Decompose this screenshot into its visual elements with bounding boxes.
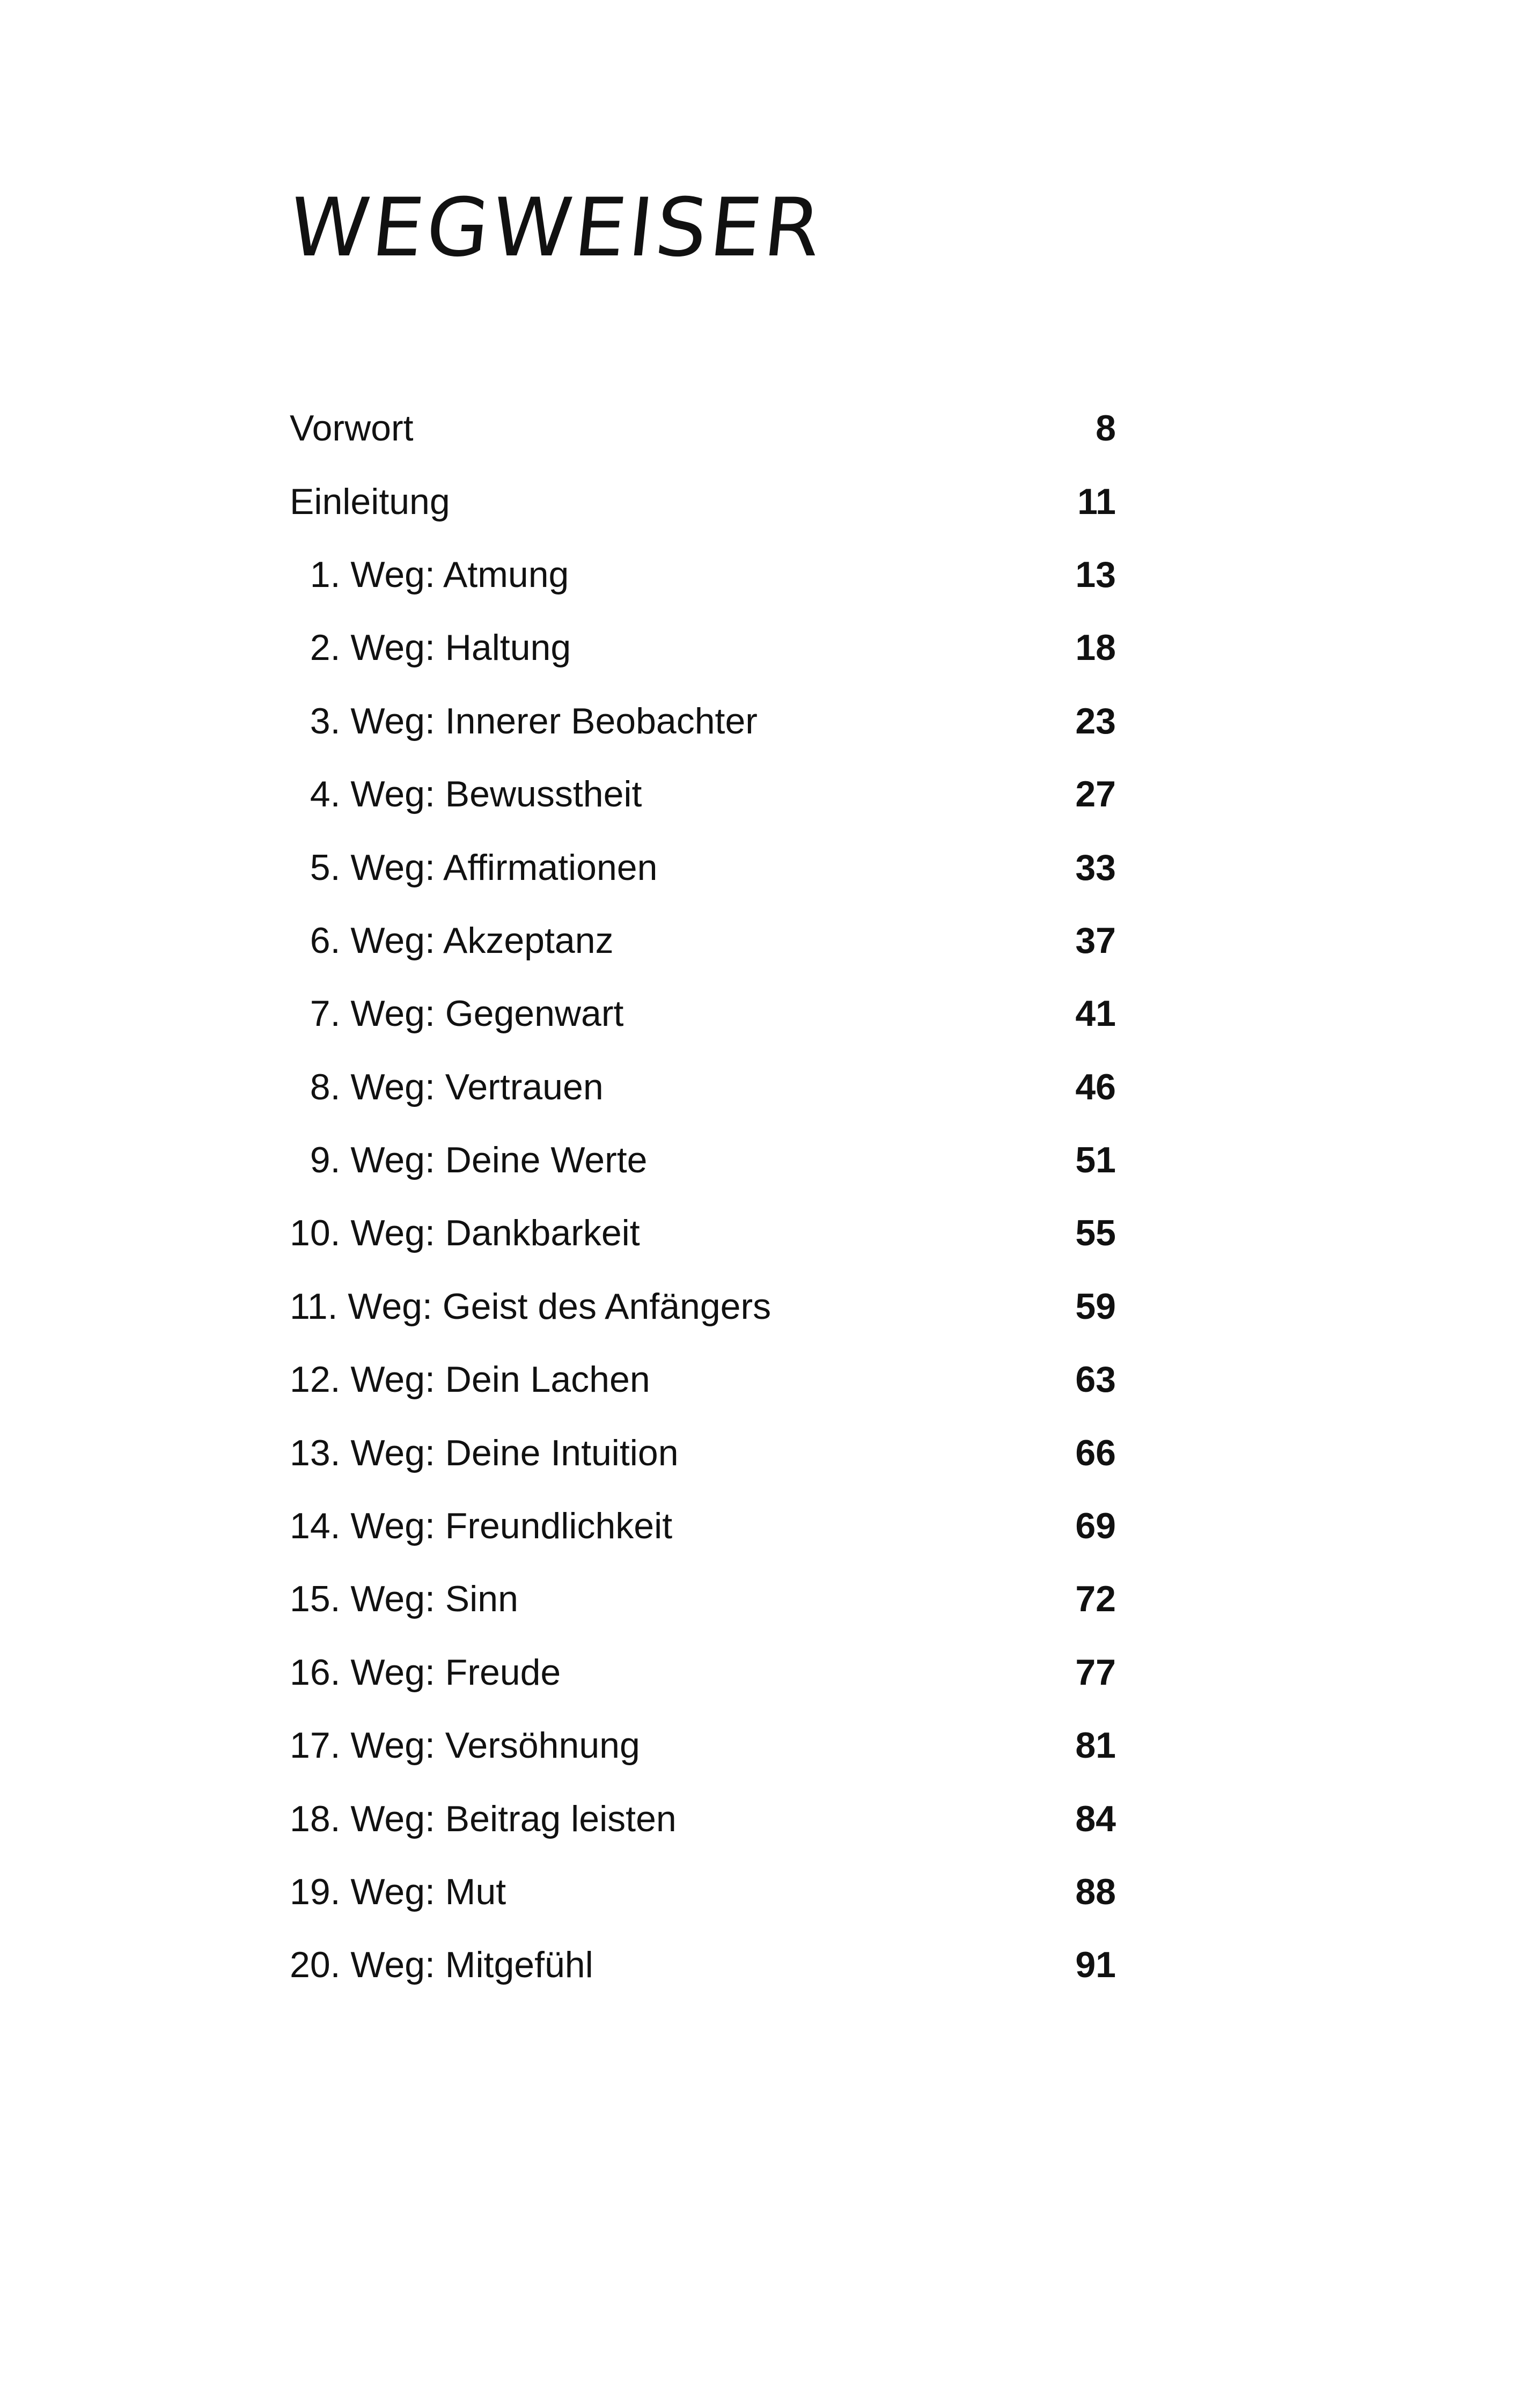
toc-entry-label: 13. Weg: Deine Intuition xyxy=(290,1432,679,1473)
toc-entry-label: 14. Weg: Freundlichkeit xyxy=(290,1506,673,1547)
toc-entry xyxy=(290,831,1116,904)
toc-entry-label: 8. Weg: Vertrauen xyxy=(290,1066,604,1107)
toc-entry-page-number: 8 xyxy=(1096,408,1116,449)
toc-entry xyxy=(290,1855,1116,1928)
toc-entry xyxy=(290,1416,1116,1489)
toc-entry-label: 12. Weg: Dein Lachen xyxy=(290,1359,650,1400)
toc-entry-page-number: 63 xyxy=(1075,1359,1116,1400)
toc-entry xyxy=(290,685,1116,758)
toc-entry xyxy=(290,1270,1116,1343)
toc-entry-page-number: 69 xyxy=(1075,1506,1116,1547)
toc-entry xyxy=(290,1343,1116,1416)
table-of-contents xyxy=(290,392,1116,2002)
toc-entry xyxy=(290,1196,1116,1269)
toc-entry-page-number: 77 xyxy=(1075,1651,1116,1693)
toc-entry xyxy=(290,904,1116,977)
toc-entry-label: 5. Weg: Affirmationen xyxy=(290,847,658,888)
toc-entry-page-number: 51 xyxy=(1075,1140,1116,1181)
toc-entry-page-number: 81 xyxy=(1075,1725,1116,1766)
toc-entry xyxy=(290,1636,1116,1709)
toc-entry-label: Vorwort xyxy=(290,408,414,449)
toc-entry xyxy=(290,1124,1116,1196)
toc-entry-label: 3. Weg: Innerer Beobachter xyxy=(290,700,758,742)
toc-entry xyxy=(290,1562,1116,1635)
toc-entry-label: Einleitung xyxy=(290,481,450,522)
toc-entry xyxy=(290,758,1116,831)
toc-entry-label: 16. Weg: Freude xyxy=(290,1651,561,1693)
toc-entry-label: 20. Weg: Mitgefühl xyxy=(290,1944,593,1986)
toc-entry-label: 2. Weg: Haltung xyxy=(290,627,571,669)
toc-entry-page-number: 59 xyxy=(1075,1286,1116,1327)
toc-entry-label: 4. Weg: Bewusstheit xyxy=(290,774,642,815)
toc-entry xyxy=(290,1709,1116,1782)
toc-entry-page-number: 37 xyxy=(1075,920,1116,961)
toc-entry-label: 18. Weg: Beitrag leisten xyxy=(290,1798,677,1839)
toc-entry-page-number: 27 xyxy=(1075,774,1116,815)
toc-entry-label: 19. Weg: Mut xyxy=(290,1871,506,1912)
toc-entry xyxy=(290,538,1116,611)
toc-entry-page-number: 23 xyxy=(1075,700,1116,742)
toc-entry xyxy=(290,1489,1116,1562)
toc-entry xyxy=(290,1782,1116,1855)
toc-entry xyxy=(290,1051,1116,1124)
toc-entry-page-number: 88 xyxy=(1075,1871,1116,1912)
toc-entry xyxy=(290,611,1116,684)
toc-entry-page-number: 11 xyxy=(1077,481,1116,522)
toc-entry xyxy=(290,465,1116,538)
toc-entry xyxy=(290,392,1116,465)
toc-entry-label: 10. Weg: Dankbarkeit xyxy=(290,1213,640,1254)
toc-entry-page-number: 91 xyxy=(1075,1944,1116,1986)
toc-entry-page-number: 84 xyxy=(1075,1798,1116,1839)
toc-entry-page-number: 55 xyxy=(1075,1213,1116,1254)
toc-entry xyxy=(290,977,1116,1050)
toc-entry-page-number: 13 xyxy=(1075,554,1116,595)
toc-entry-page-number: 72 xyxy=(1075,1579,1116,1620)
toc-entry-label: 6. Weg: Akzeptanz xyxy=(290,920,614,961)
toc-entry-page-number: 18 xyxy=(1075,627,1116,669)
toc-entry-label: 17. Weg: Versöhnung xyxy=(290,1725,640,1766)
toc-entry-label: 1. Weg: Atmung xyxy=(290,554,569,595)
toc-entry-page-number: 66 xyxy=(1075,1432,1116,1473)
page-title: WEGWEISER xyxy=(284,181,829,275)
toc-entry-page-number: 46 xyxy=(1075,1066,1116,1107)
toc-entry-label: 15. Weg: Sinn xyxy=(290,1579,518,1620)
toc-entry xyxy=(290,1928,1116,2001)
toc-entry-page-number: 41 xyxy=(1075,993,1116,1034)
toc-entry-label: 7. Weg: Gegenwart xyxy=(290,993,624,1034)
toc-entry-page-number: 33 xyxy=(1075,847,1116,888)
toc-entry-label: 11. Weg: Geist des Anfängers xyxy=(290,1286,771,1327)
toc-entry-label: 9. Weg: Deine Werte xyxy=(290,1140,648,1181)
